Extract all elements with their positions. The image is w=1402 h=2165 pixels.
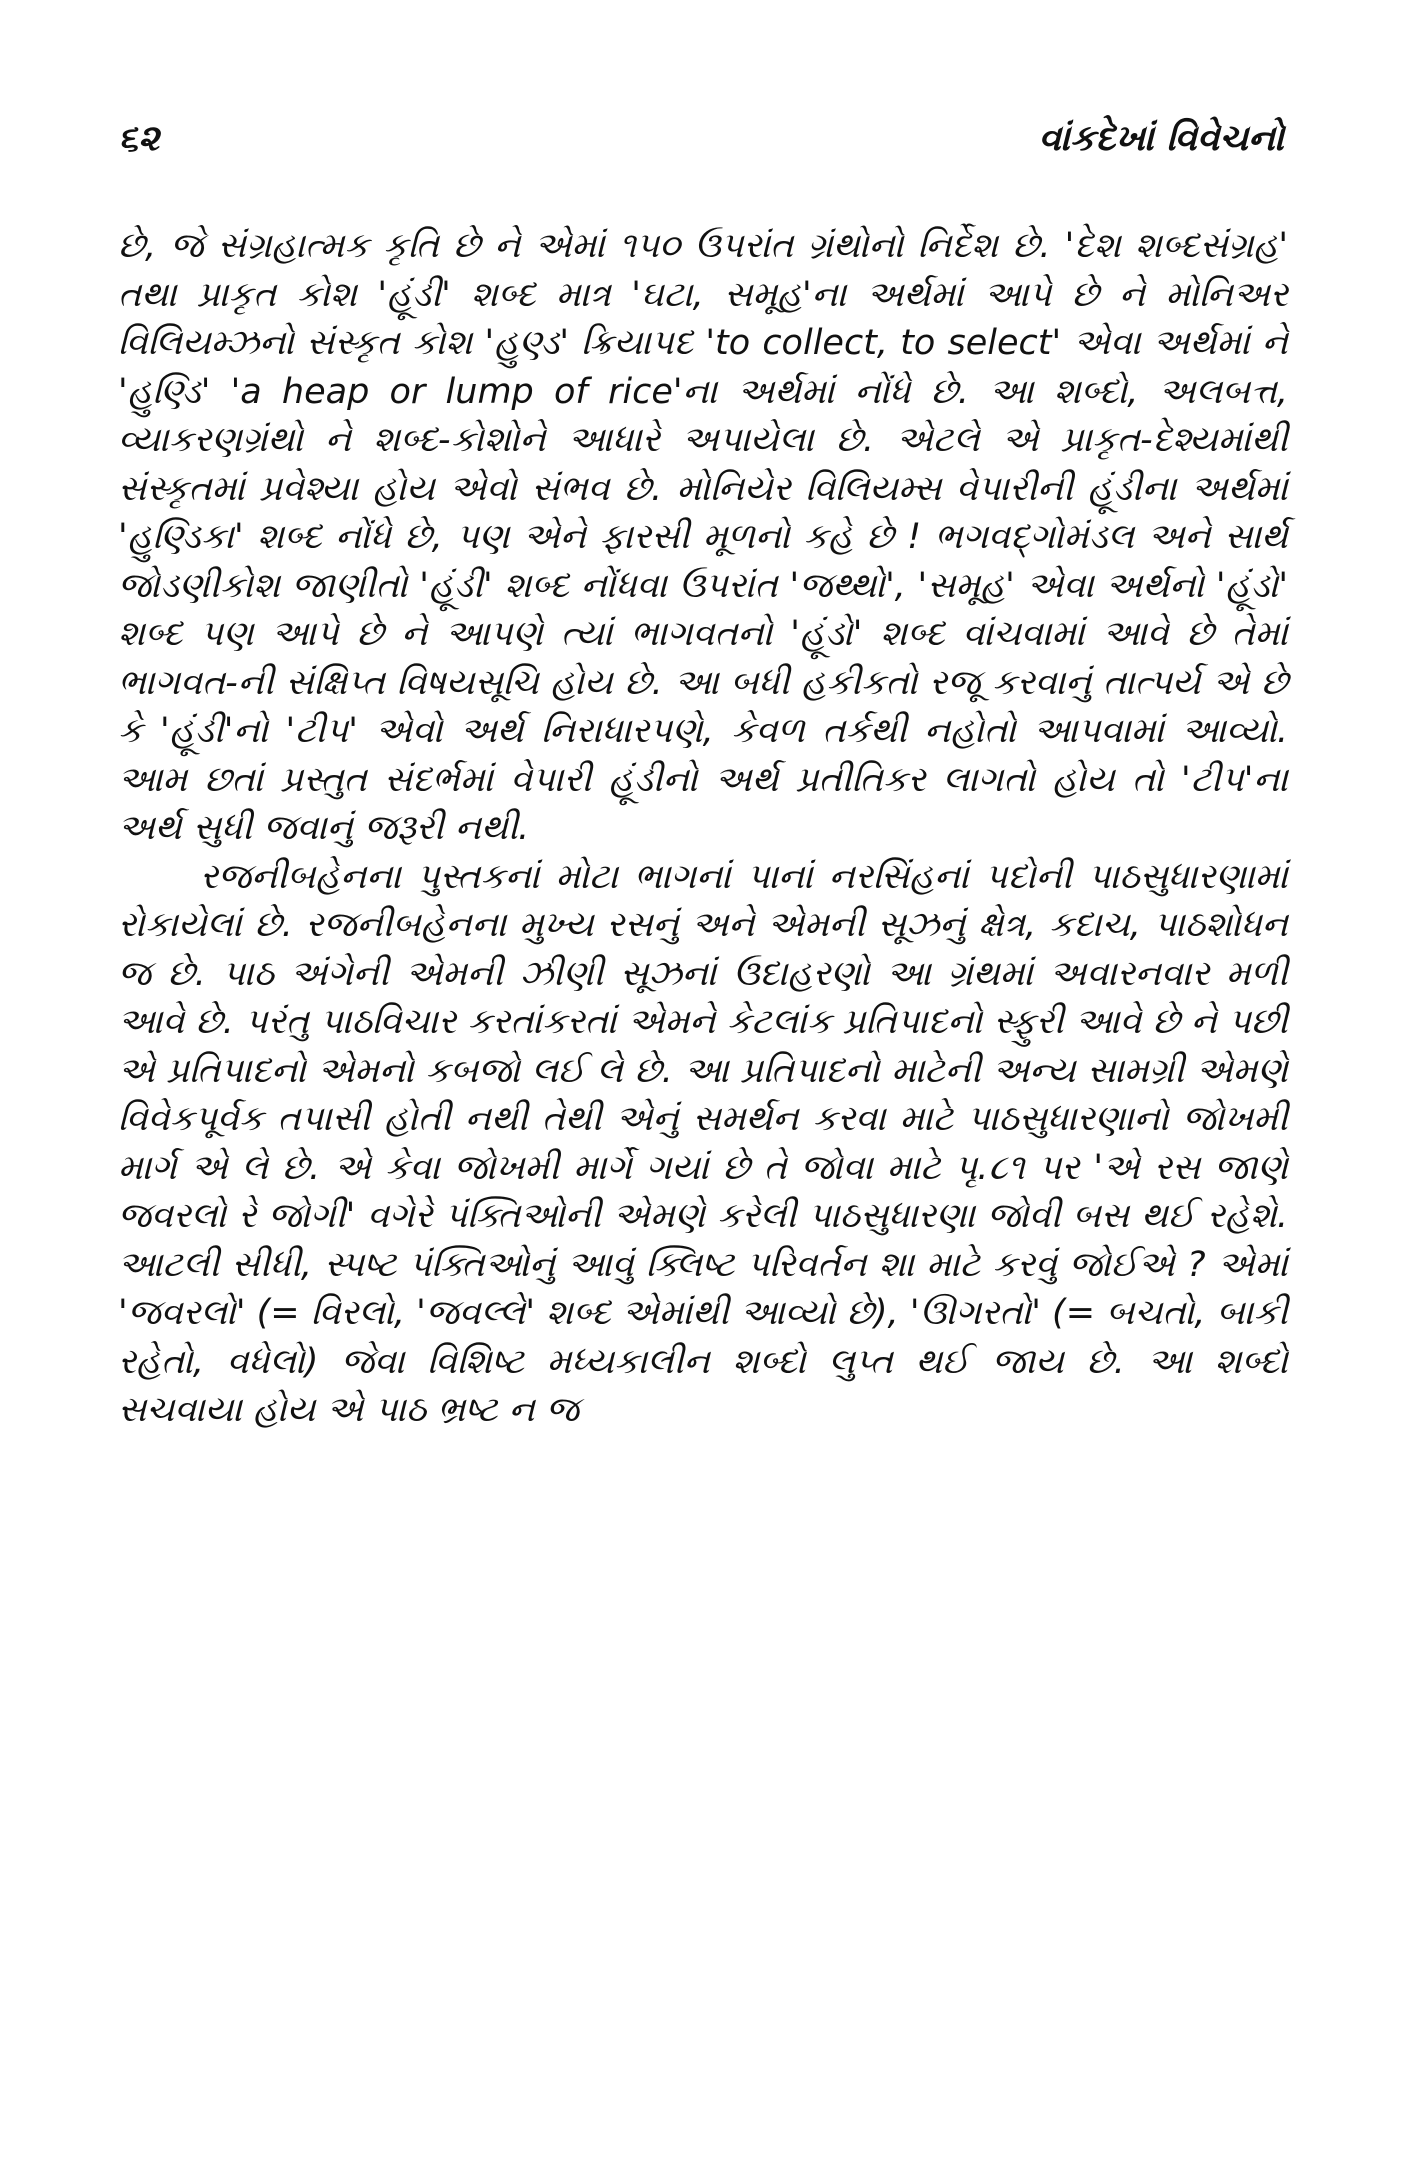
paragraph-2: રજનીબહેનના પુસ્તકનાં મોટા ભાગનાં પાનાં નરસિંહનાં પદોની પાઠસુધારણામાં રોકાયેલાં છે. રજનીબહેનના મુખ્ય રસનું અને એમની સૂઝનું ક્ષેત્ર, કદાચ, પાઠશોધન જ છે. પાઠ અંગેની એમની ઝીણી સૂઝનાં ઉદાહરણો આ ગ્રંથમાં અવારનવાર મળી આવે છે. પરંતુ પાઠવિચાર કરતાંકરતાં એમને કેટલાંક પ્રતિપાદનો સ્ફુરી આવે છે ને પછી એ પ્રતિપાદનો એમનો કબજો લઈ લે છે. આ પ્રતિપાદનો માટેની અન્ય સામગ્રી એમણે વિવેકપૂર્વક તપાસી હોતી નથી તેથી એનું સમર્થન કરવા માટે પાઠસુધારણાનો જોખમી માર્ગ એ લે છે. એ કેવા જોખમી માર્ગે ગયાં છે તે જોવા માટે પૃ.૮૧ પર 'એ રસ જાણે જવરલો રે જોગી' વગેરે પંક્તિઓની એમણે કરેલી પાઠસુધારણા જોવી બસ થઈ રહેશે. આટલી સીધી, સ્પષ્ટ પંક્તિઓનું આવું ક્લિષ્ટ પરિવર્તન શા માટે કરવું જોઈએ ? એમાં 'જવરલો' (= વિરલો, 'જવલ્લે' શબ્દ એમાંથી આવ્યો છે), 'ઊગરતો' (= બચતો, બાકી રહેતો, વધેલો) જેવા વિશિષ્ટ મધ્યકાલીન શબ્દો લુપ્ત થઈ જાય છે. આ શબ્દો સચવાયા હોય એ પાઠ ભ્રષ્ટ ન જ	[118, 856, 1288, 1430]
paragraph-1: છે, જે સંગ્રહાત્મક કૃતિ છે ને એમાં ૧૫૦ ઉપરાંત ગ્રંથોનો નિર્દેશ છે. 'દેશ શબ્દસંગ્રહ' તથા પ્રાકૃત કોશ 'હૂંડી' શબ્દ માત્ર 'ઘટા, સમૂહ'ના અર્થમાં આપે છે ને મોનિઅર વિલિયમ્ઝનો સંસ્કૃત કોશ 'હુણ્ડ' ક્રિયાપદ 'to collect, to select' એવા અર્થમાં ને 'હુણ્ડિ' 'a heap or lump of rice'ના અર્થમાં નોંધે છે. આ શબ્દો, અલબત્ત, વ્યાકરણગ્રંથો ને શબ્દ-કોશોને આધારે અપાયેલા છે. એટલે એ પ્રાકૃત-દેશ્યમાંથી સંસ્કૃતમાં પ્રવેશ્યા હોય એવો સંભવ છે. મોનિયેર વિલિયમ્સ વેપારીની હૂંડીના અર્થમાં 'હુણ્ડિકા' શબ્દ નોંધે છે, પણ એને ફારસી મૂળનો કહે છે ! ભગવદ્ગોમંડલ અને સાર્થ જોડણીકોશ જાણીતો 'હૂંડી' શબ્દ નોંધવા ઉપરાંત 'જથ્થો', 'સમૂહ' એવા અર્થનો 'હૂંડો' શબ્દ પણ આપે છે ને આપણે ત્યાં ભાગવતનો 'હૂંડો' શબ્દ વાંચવામાં આવે છે તેમાં ભાગવત-ની સંક્ષિપ્ત વિષયસૂચિ હોય છે. આ બધી હકીકતો રજૂ કરવાનું તાત્પર્ય એ છે કે 'હૂંડી'નો 'ટીપ' એવો અર્થ નિરાધારપણે, કેવળ તર્કથી નહોતો આપવામાં આવ્યો. આમ છતાં પ્રસ્તુત સંદર્ભમાં વેપારી હૂંડીનો અર્થ પ્રતીતિકર લાગતો હોય તો 'ટીપ'ના અર્થ સુધી જવાનું જરૂરી નથી.	[118, 226, 1288, 848]
body-text	[118, 222, 1288, 1435]
page-number: ૬૨	[118, 118, 160, 159]
book-title: વાંકદેખાં વિવેચનો	[1038, 118, 1284, 159]
running-head	[118, 118, 1284, 178]
